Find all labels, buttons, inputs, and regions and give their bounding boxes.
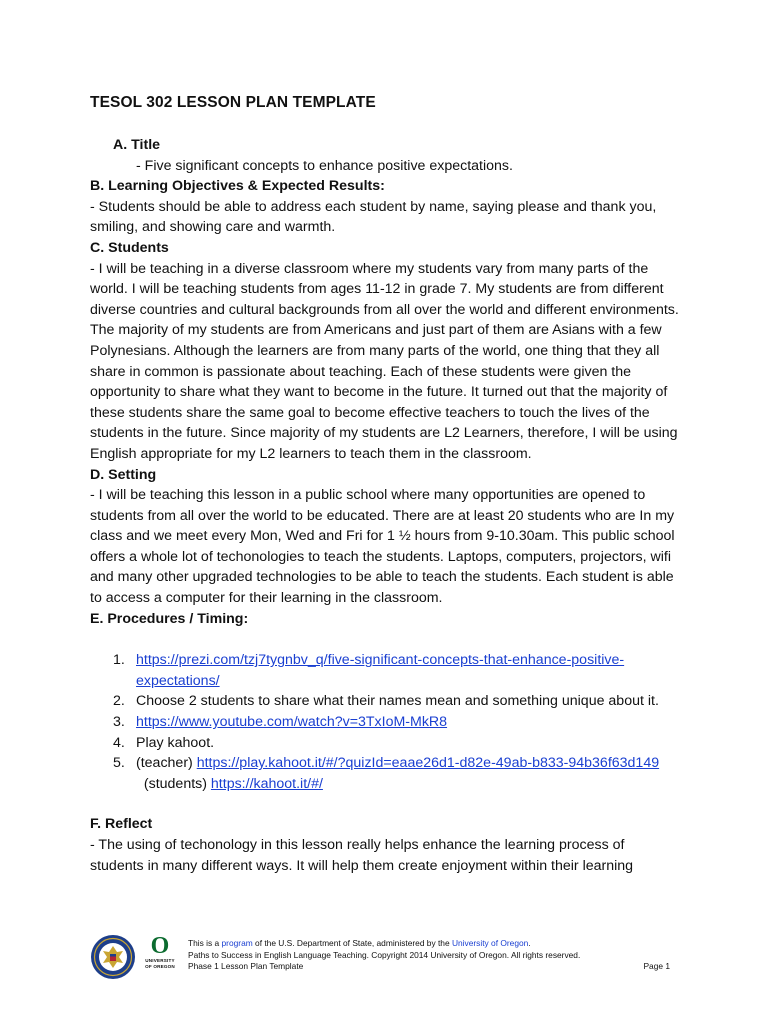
prezi-link[interactable]: https://prezi.com/tzj7tygnbv_q/five-significant-concepts-that-enhance-positive-expectations/ [136, 652, 625, 689]
procedure-number: 3. [113, 714, 125, 731]
procedures-list [90, 650, 682, 794]
kahoot-teacher-link[interactable]: https://play.kahoot.it/#/?quizId=eaae26d1-d82e-49ab-b833-94b36f63d149 [196, 755, 660, 772]
footer-text [188, 938, 670, 973]
procedure-item [90, 650, 682, 691]
university-link[interactable]: University of Oregon [451, 938, 529, 948]
page-number: Page 1 [643, 961, 670, 972]
section-d-label: D. Setting [90, 466, 157, 483]
teacher-label: (teacher) [136, 755, 197, 772]
spacer [90, 794, 682, 814]
procedure-number: 4. [113, 734, 125, 751]
section-e-label: E. Procedures / Timing: [90, 610, 249, 627]
procedure-item [90, 712, 682, 733]
section-f-label: F. Reflect [90, 816, 153, 833]
uo-name-line2: OF OREGON [145, 963, 175, 969]
procedure-item [90, 691, 682, 712]
section-d-body: - I will be teaching this lesson in a public school where many opportunities are opened to students from all over the world to be educated. There are at least 20 students who are In my class and we meet every Mon, Wed and Fri for 1 ½ hours from 9-10.30am. This public school offers a whole lot of techonologies to teach the students. Laptops, computers, projectors, wifi and many other upgraded technologies to be able to teach the students. Each student is able to access a computer for their learning in the classroom. [90, 487, 675, 607]
footer-line1-c: . [528, 938, 531, 948]
section-f-body: - The using of techonology in this lesson really helps enhance the learning process of students in many different ways. It will help them create enjoyment within their learning [90, 837, 634, 874]
section-a-body: - Five significant concepts to enhance positive expectations. [136, 157, 513, 174]
procedure-item [90, 733, 682, 754]
procedure-number: 2. [113, 693, 125, 710]
document-body [90, 93, 682, 876]
page-footer [90, 934, 680, 984]
section-c-label: C. Students [90, 239, 169, 256]
uo-name-line1: UNIVERSITY [145, 958, 175, 963]
procedure-number: 1. [113, 652, 125, 669]
footer-line1-b: of the U.S. Department of State, administered by the [252, 938, 452, 948]
section-b-label: B. Learning Objectives & Expected Results: [90, 178, 385, 195]
procedure-item [90, 753, 682, 794]
youtube-link[interactable]: https://www.youtube.com/watch?v=3TxIoM-MkR8 [136, 714, 448, 731]
footer-line1-a: This is a [188, 938, 222, 948]
students-label: (students) [136, 775, 211, 792]
document-title: TESOL 302 LESSON PLAN TEMPLATE [90, 94, 376, 111]
section-b-body: - Students should be able to address each student by name, saying please and thank you, smiling, and showing care and warmth. [90, 198, 657, 236]
footer-line1 [188, 938, 670, 950]
kahoot-students-link[interactable]: https://kahoot.it/#/ [210, 775, 323, 792]
program-link[interactable]: program [221, 938, 253, 948]
uo-mark: O [150, 933, 170, 959]
procedure-text: Play kahoot. [136, 734, 215, 751]
section-a-label: A. Title [113, 137, 161, 153]
department-of-state-seal-icon [90, 934, 136, 980]
procedure-number: 5. [113, 755, 125, 772]
university-of-oregon-logo [140, 934, 180, 980]
section-c-body: - I will be teaching in a diverse classroom where my students vary from many parts of the world. I will be teaching students from ages 11-12 in grade 7. My students are from different diverse countries and cultural backgrounds from all over the world and different environments. The majority of my students are from Americans and just part of them are Asians with a few Polynesians. Although the learners are from many parts of the world, one thing that they all share in common is passionate about teaching. Each of these students were given the opportunity to share what they want to become in the future. It turned out that the majority of these students share the same goal to become effective teachers to touch the lives of the students in the future. Since majority of my students are L2 Learners, therefore, I will be using English appropriate for my L2 learners to teach them in the classroom. [90, 260, 679, 462]
footer-line3: Phase 1 Lesson Plan Template [188, 961, 304, 972]
footer-line2: Paths to Success in English Language Teaching. Copyright 2014 University of Oregon. All rights reserved. [188, 949, 581, 960]
procedure-text: Choose 2 students to share what their names mean and something unique about it. [136, 693, 659, 710]
